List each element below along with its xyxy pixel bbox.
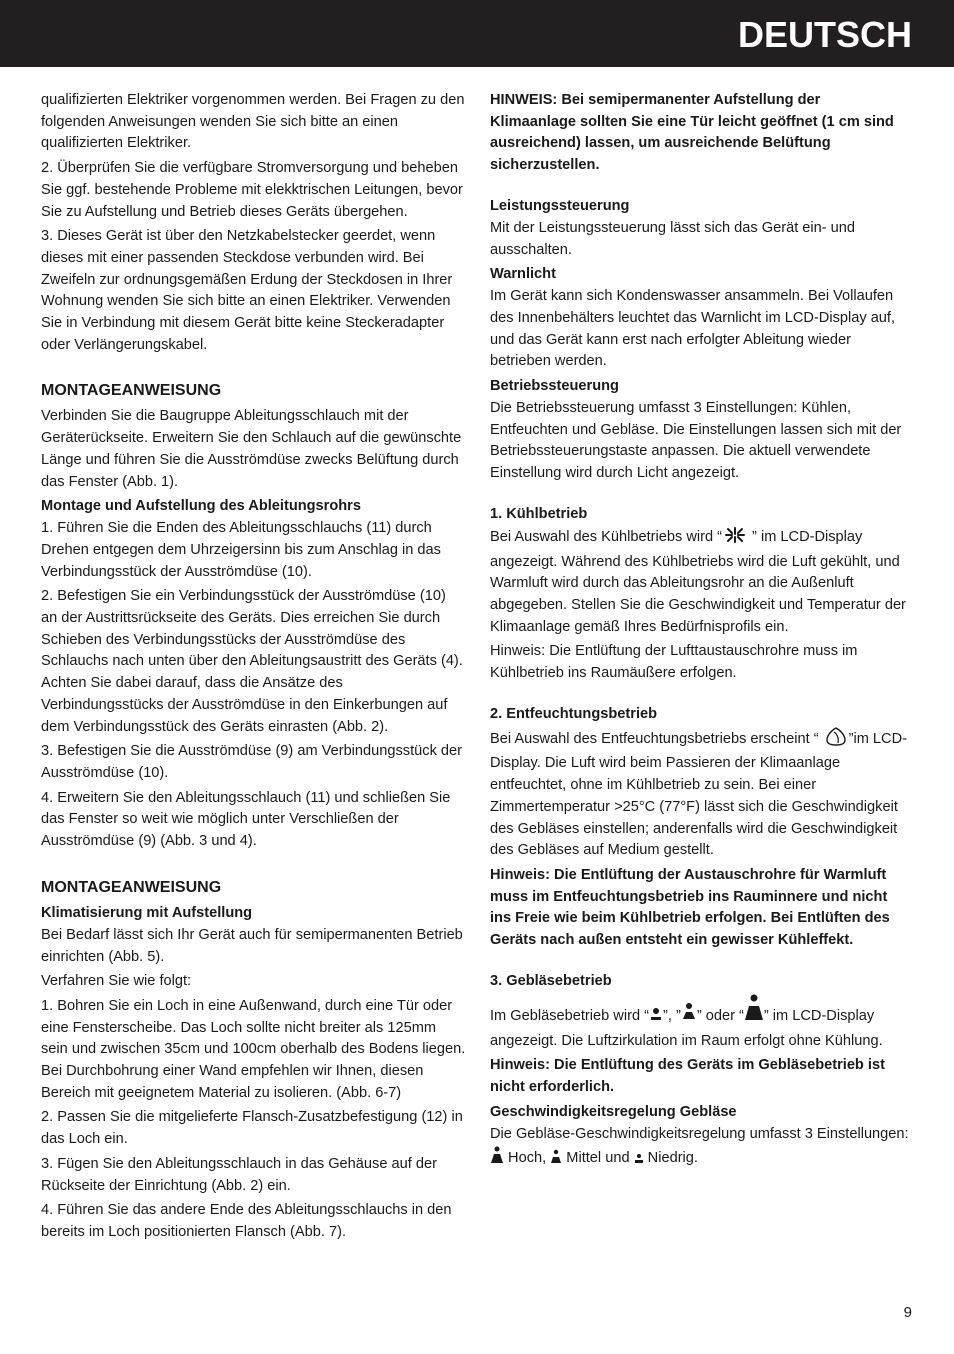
text-entfeucht: Bei Auswahl des Entfeuchtungsbetriebs erscheint “ ”im LCD-Display. Die Luft wird beim Passieren der Klimaanlage entfeuchtet, ohne im Kühlbetrieb zu sein. Bei einer Zimmertemperatur >25°C (77°F) lässt sich die Geschwindigkeit des Gebläses einstellen; anderenfalls wird die Geschwindigkeit des Gebläses auf Medium gestellt. [490,726,910,862]
fan-low-icon [649,1005,663,1031]
section-heading-montage-2: MONTAGEANWEISUNG [41,878,222,896]
montage-step-2: 2. Befestigen Sie ein Verbindungsstück der Ausströmdüse (10) an der Austrittsrückseite des Geräts. Dies erreichen Sie durch Schieben des Verbindungsstücks der Ausströmdüse des Schlauchs nach unten über den Ableitungsaustritt des Geräts (4). Achten Sie dabei darauf, dass die Ansätze des Verbindungsstücks der Ausströmdüse in den Einkerbungen auf dem Verbindungsstück des Geräts einrasten (Abb. 2). [41,588,463,735]
text-leistung: Mit der Leistungssteuerung lässt sich das Gerät ein- und ausschalten. [490,219,856,258]
montage-text: Verbinden Sie die Baugruppe Ableitungsschlauch mit der Geräterückseite. Erweitern Sie den Schlauch auf die gewünschte Länge und führen Sie die Ausströmdüse zwecks Belüftung durch das Fenster (Abb. 1). [41,408,462,490]
right-column [490,90,910,1176]
text-betrieb: Die Betriebssteuerung umfasst 3 Einstellungen: Kühlen, Entfeuchten und Gebläse. Die Einstellungen lassen sich mit der Betriebssteuerungstaste anpassen. Die aktuell verwendete Einstellung wird durch Licht angezeigt. [490,400,902,482]
montage-step-1: 1. Führen Sie die Enden des Ableitungsschlauchs (11) durch Drehen entgegen dem Uhrzeigersinn bis zum Anschlag in das Verbindungsstück der Ausströmdüse (10). [41,520,441,580]
fan-medium-small-icon [550,1147,562,1173]
heading-geblaese: 3. Gebläsebetrieb [490,972,612,989]
text-speed: Die Gebläse-Geschwindigkeitsregelung umfasst 3 Einstellungen: Hoch, Mittel und Niedrig. [490,1124,910,1173]
klimatisierung-text: Bei Bedarf lässt sich Ihr Gerät auch für semipermanenten Betrieb einrichten (Abb. 5). [41,926,463,965]
hinweis-entfeucht: Hinweis: Die Entlüftung der Austauschrohre für Warmluft muss im Entfeuchtungsbetrieb ins Rauminnere und nicht ins Freie wie beim Kühlbetrieb erfolgen. Bei Entlüften des Geräts nach außen entsteht ein gewisser Kühleffekt. [490,866,890,949]
montage-step-4: 4. Erweitern Sie den Ableitungsschlauch (11) und schließen Sie das Fenster so weit wie möglich unter Verschließen der Ausströmdüse (9) (Abb. 3 und 4). [41,789,451,850]
klima-step-2: 2. Passen Sie die mitgelieferte Flansch-Zusatzbefestigung (12) in das Loch ein. [41,1109,463,1148]
montage-step-3: 3. Befestigen Sie die Ausströmdüse (9) am Verbindungsstück der Ausströmdüse (10). [41,743,463,781]
heading-entfeucht: 2. Entfeuchtungsbetrieb [490,705,658,722]
snowflake-cool-icon [722,526,748,552]
intro-paragraph-2: 2. Überprüfen Sie die verfügbare Stromversorgung und beheben Sie ggf. bestehende Probleme mit elekktrischen Leitungen, bevor Sie zu Aufstellung und Betrieb dieses Geräts übergehen. [41,160,463,220]
heading-betrieb: Betriebssteuerung [490,378,619,395]
page-number: 9 [903,1304,912,1321]
intro-paragraph-3: 3. Dieses Gerät ist über den Netzkabelstecker geerdet, wenn dieses mit einer passenden Steckdose verbunden wird. Bei Zweifeln zur ordnungsgemäßen Erdung der Steckdosen in Ihrer Wohnung wenden Sie sich bitte an einen Elektriker. Verwenden Sie in Verbindung mit diesem Gerät bitte keine Steckeradapter oder Verlängerungskabel. [41,228,453,353]
text-warnlicht: Im Gerät kann sich Kondenswasser ansammeln. Bei Vollaufen des Innenbehälters leuchtet das Warnlicht im LCD-Display auf, und das Gerät kann erst nach erfolgter Ableitung wieder betrieben werden. [490,288,896,370]
fan-high-icon [744,993,764,1031]
fan-high-small-icon [490,1145,504,1173]
procedure-text: Verfahren Sie wie folgt: [41,973,192,990]
left-column [41,90,466,1247]
intro-paragraph-1: qualifizierten Elektriker vorgenommen werden. Bei Fragen zu den folgenden Anweisungen wenden Sie sich bitte an einen qualifizierten Elektriker. [41,92,465,152]
section-heading-montage: MONTAGEANWEISUNG [41,382,222,400]
heading-leistung: Leistungssteuerung [490,197,630,214]
subheading-klimatisierung: Klimatisierung mit Aufstellung [41,904,253,921]
heading-warnlicht: Warnlicht [490,266,556,283]
heading-kuehl: 1. Kühlbetrieb [490,505,588,522]
klima-step-3: 3. Fügen Sie den Ableitungsschlauch in das Gehäuse auf der Rückseite der Einrichtung (Abb. 2) ein. [41,1155,437,1194]
heading-speed: Geschwindigkeitsregelung Gebläse [490,1103,737,1120]
fan-low-small-icon [634,1151,644,1173]
language-title: DEUTSCH [737,14,912,55]
page-header [0,0,954,67]
hinweis-kuehl: Hinweis: Die Entlüftung der Lufttaustauschrohre muss im Kühlbetrieb ins Raumäußere erfolgen. [490,643,858,682]
hinweis-semipermanent: HINWEIS: Bei semipermanenter Aufstellung der Klimaanlage sollten Sie eine Tür leicht geöffnet (1 cm sind ausreichend) lassen, um ausreichende Belüftung sicherzustellen. [490,92,894,174]
klima-step-1: 1. Bohren Sie ein Loch in eine Außenwand, durch eine Tür oder eine Fensterscheibe. Das Loch sollte nicht breiter als 125mm sein und zwischen 35cm und 100cm oberhalb des Bodens liegen. Bei Durchbohrung einer Wand empfehlen wir Ihnen, diesen Bereich mit geeignetem Material zu isolieren. (Abb. 6-7) [41,997,466,1101]
fan-medium-icon [681,1001,697,1031]
hinweis-geblaese: Hinweis: Die Entlüftung des Geräts im Gebläsebetrieb ist nicht erforderlich. [490,1057,885,1095]
klima-step-4: 4. Führen Sie das andere Ende des Ableitungsschlauchs in den bereits im Loch positionierten Flansch (Abb. 7). [41,1202,452,1240]
text-geblaese: Im Gebläsebetrieb wird “ ”, ” ” oder “ ” im LCD-Display angezeigt. Die Luftzirkulation im Raum erfolgt ohne Kühlung. [490,993,910,1052]
water-drop-dry-icon [823,726,849,754]
subheading-ableitungsrohr: Montage und Aufstellung des Ableitungsrohrs [41,498,361,515]
text-kuehl: Bei Auswahl des Kühlbetriebs wird “ ” im LCD-Display angezeigt. Während des Kühlbetriebs wird die Luft gekühlt, und Warmluft wird durch das Ableitungsrohr an die Außenluft abgegeben. Stellen Sie die Geschwindigkeit und Temperatur der Klimaanlage gemäß Ihres Bedürfnisprofils ein. [490,526,910,639]
